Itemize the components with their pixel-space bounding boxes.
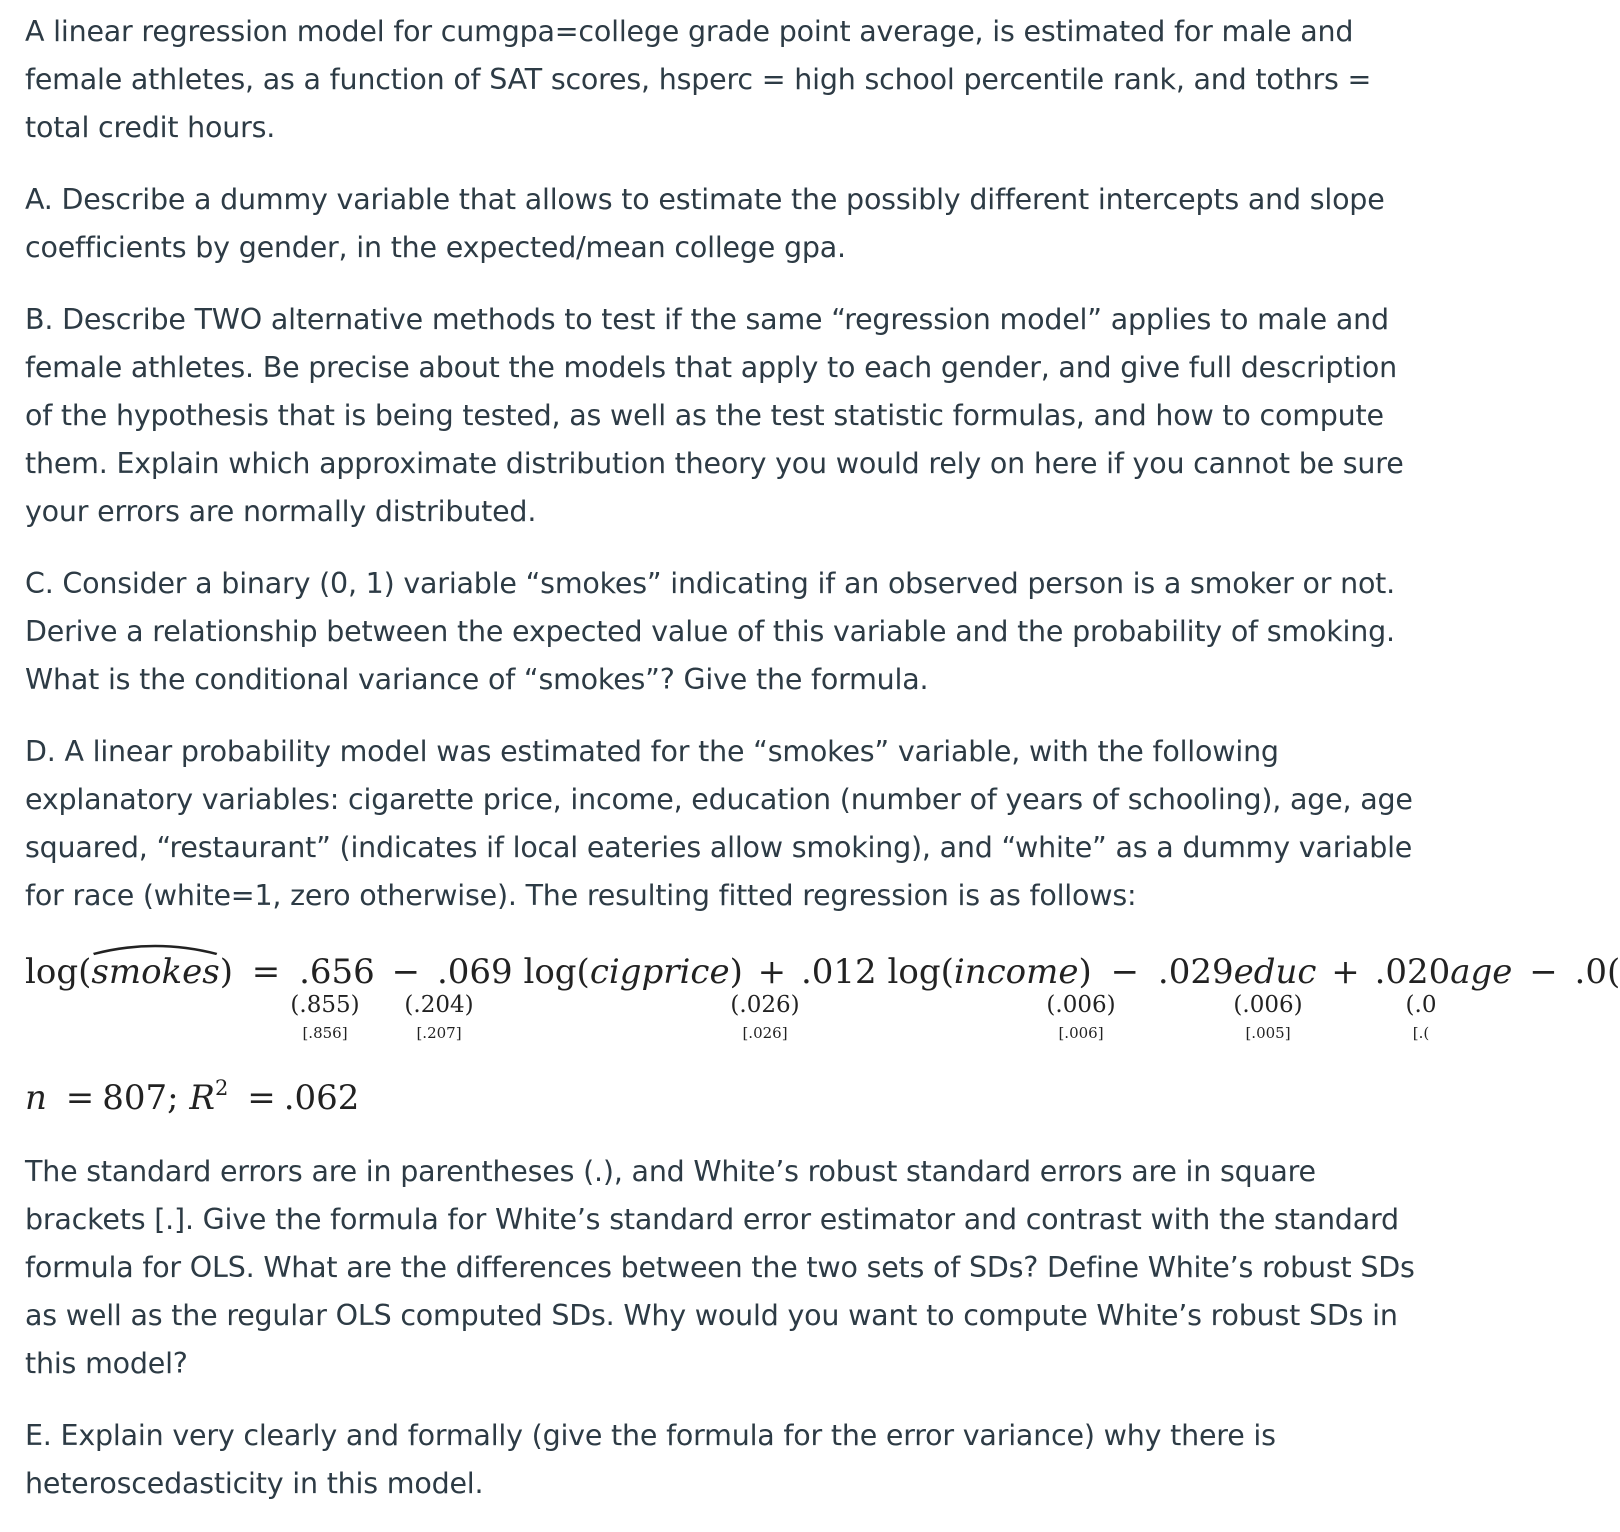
term-4-robust-se: [.005] (1245, 1024, 1291, 1042)
lhs-variable-hat (91, 952, 219, 992)
r2-superscript: 2 (215, 1076, 229, 1100)
r2-equals: = (247, 1078, 276, 1118)
term-0-robust-se: [.856] (302, 1024, 348, 1042)
part-a-paragraph: A. Describe a dummy variable that allows to estimate the possibly different intercepts and slope coefficients by gender, in the expected/mean college gpa. (25, 183, 1385, 264)
term-2-se: (.026) (730, 992, 800, 1018)
equals-sign: = (251, 952, 281, 992)
term-1-se: (.204) (404, 992, 474, 1018)
term-1-robust-se: [.207] (416, 1024, 462, 1042)
term-2-func: log( (887, 952, 954, 992)
part-d-question-paragraph: The standard errors are in parentheses (.), and White’s robust standard errors are in square brackets [.]. Give the formula for White’s standard error estimator and contrast with the standard formula for OLS. What are the differences between the two sets of SDs? Define White’s robust SDs as well as the regular OLS computed SDs. Why would you want to compute White’s robust SDs in this model? (25, 1155, 1415, 1380)
fit-statistics (25, 1078, 1425, 1118)
term-3-se: (.006) (1046, 992, 1116, 1018)
hat-accent-icon (91, 944, 219, 956)
term-3-robust-se: [.006] (1058, 1024, 1104, 1042)
term-4-sign: + (1331, 952, 1360, 992)
intro-paragraph: A linear regression model for cumgpa=college grade point average, is estimated for male and female athletes, as a function of SAT scores, hsperc = high school percentile rank, and tothrs = total credit hours. (25, 15, 1372, 144)
n-value: 807; (102, 1078, 179, 1118)
n-equals: = (65, 1078, 95, 1118)
term-1-func: log( (523, 952, 590, 992)
term-2-var: income (953, 952, 1079, 992)
r2-value: .062 (283, 1078, 360, 1118)
term-4-var: age (1450, 952, 1513, 992)
regression-equation (25, 944, 1620, 1056)
r2-label: R (189, 1078, 215, 1118)
lhs-func: log( (25, 952, 92, 992)
term-5-se: (.0 (1405, 992, 1437, 1018)
term-1-coef: .069 (436, 952, 513, 992)
term-3-sign: − (1110, 952, 1140, 992)
term-2-coef: .012 (800, 952, 877, 992)
part-c-paragraph: C. Consider a binary (0, 1) variable “smokes” indicating if an observed person is a smoker or not. Derive a relationship between the expected value of this variable and the probability of smoking. What is the conditional variance of “smokes”? Give the formula. (25, 567, 1396, 696)
term-5-robust-se: [.( (1412, 1024, 1430, 1042)
term-4-se: (.006) (1233, 992, 1303, 1018)
part-e-paragraph: E. Explain very clearly and formally (give the formula for the error variance) why there is heteroscedasticity in this model. (25, 1419, 1276, 1500)
term-1-sign: − (391, 952, 421, 992)
equation-main-line (25, 952, 1620, 992)
lhs-close: ) (219, 952, 233, 992)
term-5-sign: − (1529, 952, 1558, 992)
term-2-close: ) (1078, 952, 1092, 992)
part-b-paragraph: B. Describe TWO alternative methods to test if the same “regression model” applies to male and female athletes. Be precise about the models that apply to each gender, and give full description of the hypothesis that is being tested, as well as the test statistic formulas, and how to compute them. Explain which approximate distribution theory you would rely on here if you cannot be sure your errors are normally distributed. (25, 303, 1404, 528)
lhs-variable: smokes (91, 952, 220, 992)
term-2-robust-se: [.026] (742, 1024, 788, 1042)
part-d-paragraph: D. A linear probability model was estimated for the “smokes” variable, with the following explanatory variables: cigarette price, income, education (number of years of schooling), age, age squared, “restaurant” (indicates if local eateries allow smoking), and “white” as a dummy variable for race (white=1, zero otherwise). The resulting fitted regression is as follows: (25, 735, 1413, 912)
term-0-se: (.855) (290, 992, 360, 1018)
term-4-coef: .020 (1374, 952, 1451, 992)
term-0-coef: .656 (299, 952, 375, 992)
term-5-coef: .0( (1574, 952, 1620, 992)
question-content (25, 8, 1620, 1532)
term-2-sign: + (757, 952, 787, 992)
term-3-coef: .029 (1157, 952, 1234, 992)
term-3-var: educ (1233, 952, 1317, 992)
term-1-var: cigprice (589, 952, 730, 992)
term-1-close: ) (729, 952, 743, 992)
n-label: n (25, 1078, 47, 1118)
